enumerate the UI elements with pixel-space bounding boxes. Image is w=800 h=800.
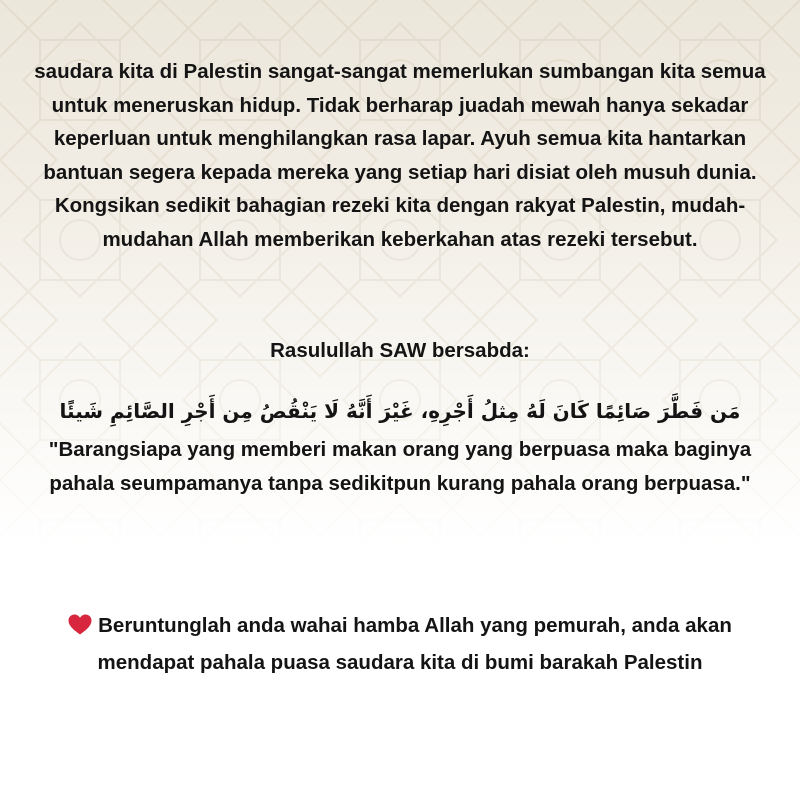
sabda-heading: Rasulullah SAW bersabda: (270, 339, 530, 362)
heart-icon (68, 612, 92, 646)
hadith-arabic: مَن فَطَّرَ صَائِمًا كَانَ لَهُ مِثلُ أَجْرِهِ، غَيْرَ أَنَّهُ لَا يَنْقُصُ مِن أَجْرِ الصَّائِمِ شَيئًا (59, 399, 741, 423)
intro-paragraph: saudara kita di Palestin sangat-sangat memerlukan sumbangan kita semua untuk meneruskan hidup. Tidak berharap juadah mewah hanya sekadar keperluan untuk menghilangkan rasa lapar. Ayuh semua kita hantarkan bantuan segera kepada mereka yang setiap hari disiat oleh musuh dunia. Kongsikan sedikit bahagian rezeki kita dengan rakyat Palestin, mudah-mudahan Allah memberikan keberkahan atas rezeki tersebut. (34, 60, 766, 251)
closing-paragraph (20, 609, 780, 679)
closing-text: Beruntunglah anda wahai hamba Allah yang pemurah, anda akan mendapat pahala puasa saudara kita di bumi barakah Palestin (97, 614, 732, 674)
hadith-translation: "Barangsiapa yang memberi makan orang yang berpuasa maka baginya pahala seumpamanya tanpa sedikitpun kurang pahala orang berpuasa." (48, 438, 752, 495)
